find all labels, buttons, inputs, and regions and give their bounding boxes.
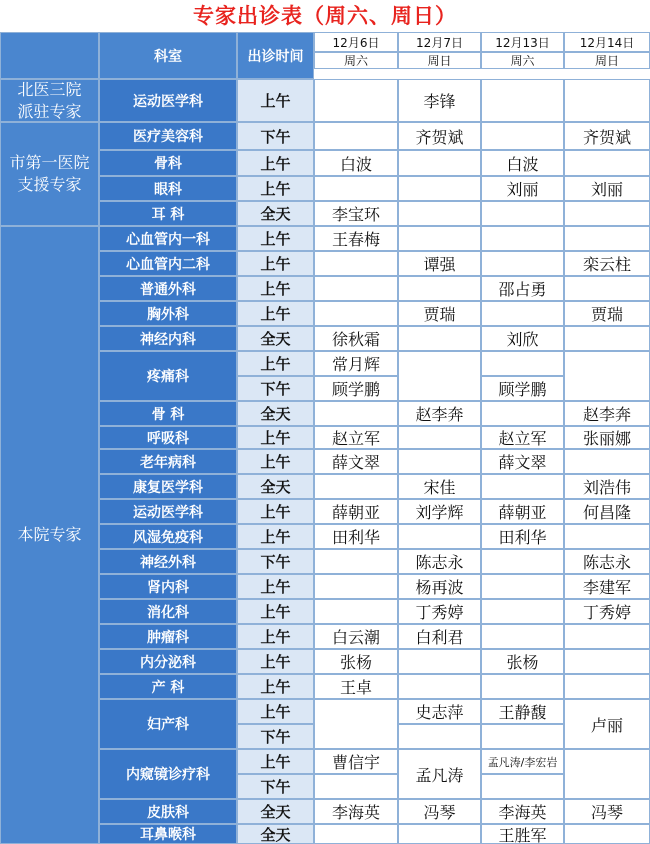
empty-cell (564, 326, 650, 351)
header-weekday: 周日 (398, 52, 481, 69)
empty-cell (481, 599, 564, 624)
department-cell: 骨 科 (99, 401, 237, 426)
doctor-name: 王胜军 (481, 824, 564, 844)
time-slot: 上午 (237, 749, 314, 774)
empty-cell (564, 276, 650, 301)
empty-cell (564, 226, 650, 251)
empty-cell (398, 226, 481, 251)
doctor-name: 顾学鹏 (481, 376, 564, 401)
doctor-name: 陈志永 (564, 549, 650, 574)
empty-cell (398, 426, 481, 449)
empty-cell (564, 449, 650, 474)
group-label-line: 支援专家 (17, 175, 82, 194)
doctor-name: 冯琴 (564, 799, 650, 824)
empty-cell (481, 351, 564, 376)
time-slot: 上午 (237, 251, 314, 276)
group-label-line: 派驻专家 (17, 101, 82, 121)
empty-cell (481, 624, 564, 649)
empty-cell (398, 449, 481, 474)
empty-cell (481, 401, 564, 426)
group-label (0, 226, 99, 844)
empty-cell (398, 724, 481, 749)
doctor-name: 刘学辉 (398, 499, 481, 524)
group-label (0, 122, 99, 226)
department-cell: 内分泌科 (99, 649, 237, 674)
doctor-name: 贾瑞 (564, 301, 650, 326)
department-cell: 心血管内一科 (99, 226, 237, 251)
time-slot: 上午 (237, 674, 314, 699)
empty-cell (314, 574, 398, 599)
department-cell: 胸外科 (99, 301, 237, 326)
empty-cell (481, 549, 564, 574)
empty-cell (314, 549, 398, 574)
time-slot: 上午 (237, 150, 314, 176)
doctor-name: 陈志永 (398, 549, 481, 574)
time-slot: 下午 (237, 774, 314, 799)
doctor-name: 李锋 (398, 79, 481, 122)
doctor-name: 白利君 (398, 624, 481, 649)
doctor-name: 史志萍 (398, 699, 481, 724)
doctor-name: 李宝环 (314, 201, 398, 226)
empty-cell (481, 251, 564, 276)
doctor-name: 薛朝亚 (481, 499, 564, 524)
empty-cell (481, 724, 564, 749)
group-label-line: 市第一医院 (9, 153, 90, 172)
doctor-name: 田利华 (481, 524, 564, 549)
doctor-name: 白波 (314, 150, 398, 176)
department-cell: 运动医学科 (99, 79, 237, 122)
doctor-name: 白云潮 (314, 624, 398, 649)
department-cell: 肾内科 (99, 574, 237, 599)
doctor-name: 田利华 (314, 524, 398, 549)
empty-cell (564, 201, 650, 226)
time-slot: 全天 (237, 474, 314, 499)
empty-cell (314, 401, 398, 426)
doctor-name: 赵立军 (314, 426, 398, 449)
doctor-name: 白波 (481, 150, 564, 176)
time-slot: 上午 (237, 276, 314, 301)
empty-cell (564, 524, 650, 549)
time-slot: 上午 (237, 351, 314, 376)
doctor-name: 邵占勇 (481, 276, 564, 301)
empty-cell (564, 824, 650, 844)
empty-cell (398, 351, 481, 401)
group-label-line: 北医三院 (17, 79, 82, 99)
empty-cell (481, 201, 564, 226)
time-slot: 全天 (237, 824, 314, 844)
header-date: 12月6日 (314, 32, 398, 52)
doctor-name: 常月辉 (314, 351, 398, 376)
empty-cell (564, 649, 650, 674)
time-slot: 上午 (237, 449, 314, 474)
doctor-name: 丁秀婷 (564, 599, 650, 624)
doctor-name: 丁秀婷 (398, 599, 481, 624)
doctor-name: 齐贺斌 (564, 122, 650, 150)
time-slot: 上午 (237, 499, 314, 524)
empty-cell (314, 474, 398, 499)
department-cell: 消化科 (99, 599, 237, 624)
department-cell: 神经外科 (99, 549, 237, 574)
doctor-name: 李海英 (314, 799, 398, 824)
time-slot: 上午 (237, 79, 314, 122)
empty-cell (564, 79, 650, 122)
time-slot: 下午 (237, 724, 314, 749)
empty-cell (481, 474, 564, 499)
doctor-name: 曹信宇 (314, 749, 398, 774)
doctor-name: 顾学鹏 (314, 376, 398, 401)
empty-cell (398, 150, 481, 176)
time-slot: 上午 (237, 226, 314, 251)
doctor-name: 王春梅 (314, 226, 398, 251)
doctor-name: 薛朝亚 (314, 499, 398, 524)
schedule-table (0, 32, 650, 844)
empty-cell (481, 79, 564, 122)
empty-cell (314, 276, 398, 301)
time-slot: 上午 (237, 426, 314, 449)
doctor-name: 赵李奔 (564, 401, 650, 426)
empty-cell (564, 351, 650, 401)
empty-cell (481, 301, 564, 326)
empty-cell (481, 226, 564, 251)
header-date: 12月14日 (564, 32, 650, 52)
empty-cell (398, 201, 481, 226)
header-weekday: 周六 (314, 52, 398, 69)
empty-cell (398, 524, 481, 549)
empty-cell (481, 774, 564, 799)
empty-cell (314, 699, 398, 749)
empty-cell (314, 176, 398, 201)
empty-cell (314, 824, 398, 844)
department-cell: 风湿免疫科 (99, 524, 237, 549)
doctor-name: 杨再波 (398, 574, 481, 599)
header-time: 出诊时间 (237, 32, 314, 79)
department-cell: 呼吸科 (99, 426, 237, 449)
doctor-name: 孟凡涛 (398, 749, 481, 799)
empty-cell (398, 276, 481, 301)
empty-cell (481, 674, 564, 699)
group-label-line: 本院专家 (17, 525, 82, 544)
doctor-name: 徐秋霜 (314, 326, 398, 351)
empty-cell (564, 749, 650, 799)
department-cell: 皮肤科 (99, 799, 237, 824)
department-cell: 骨科 (99, 150, 237, 176)
department-cell: 肿瘤科 (99, 624, 237, 649)
department-cell: 耳 科 (99, 201, 237, 226)
time-slot: 下午 (237, 376, 314, 401)
header-weekday: 周日 (564, 52, 650, 69)
empty-cell (398, 326, 481, 351)
time-slot: 上午 (237, 599, 314, 624)
doctor-name: 薛文翠 (314, 449, 398, 474)
department-cell: 运动医学科 (99, 499, 237, 524)
empty-cell (564, 674, 650, 699)
department-cell: 产 科 (99, 674, 237, 699)
department-cell: 内窥镜诊疗科 (99, 749, 237, 799)
department-cell: 妇产科 (99, 699, 237, 749)
time-slot: 上午 (237, 301, 314, 326)
department-cell: 普通外科 (99, 276, 237, 301)
time-slot: 全天 (237, 326, 314, 351)
doctor-name: 赵立军 (481, 426, 564, 449)
doctor-name: 何昌隆 (564, 499, 650, 524)
doctor-name: 栾云柱 (564, 251, 650, 276)
doctor-name: 刘丽 (481, 176, 564, 201)
time-slot: 全天 (237, 401, 314, 426)
empty-cell (314, 301, 398, 326)
empty-cell (314, 774, 398, 799)
header-dept: 科室 (99, 32, 237, 79)
department-cell: 疼痛科 (99, 351, 237, 401)
department-cell: 神经内科 (99, 326, 237, 351)
doctor-name: 王卓 (314, 674, 398, 699)
doctor-name: 刘丽 (564, 176, 650, 201)
time-slot: 上午 (237, 649, 314, 674)
doctor-name: 孟凡涛/李宏岩 (481, 749, 564, 774)
doctor-name: 张杨 (314, 649, 398, 674)
empty-cell (481, 122, 564, 150)
doctor-name: 李建军 (564, 574, 650, 599)
doctor-name: 卢丽 (564, 699, 650, 749)
doctor-name: 薛文翠 (481, 449, 564, 474)
empty-cell (564, 150, 650, 176)
doctor-name: 张杨 (481, 649, 564, 674)
doctor-name: 刘欣 (481, 326, 564, 351)
time-slot: 下午 (237, 549, 314, 574)
time-slot: 上午 (237, 699, 314, 724)
empty-cell (398, 649, 481, 674)
doctor-name: 宋佳 (398, 474, 481, 499)
group-label (0, 79, 99, 122)
header-date: 12月13日 (481, 32, 564, 52)
department-cell: 耳鼻喉科 (99, 824, 237, 844)
time-slot: 下午 (237, 122, 314, 150)
time-slot: 全天 (237, 201, 314, 226)
doctor-name: 齐贺斌 (398, 122, 481, 150)
time-slot: 上午 (237, 176, 314, 201)
department-cell: 康复医学科 (99, 474, 237, 499)
time-slot: 上午 (237, 574, 314, 599)
empty-cell (398, 674, 481, 699)
doctor-name: 冯琴 (398, 799, 481, 824)
header-weekday: 周六 (481, 52, 564, 69)
time-slot: 上午 (237, 624, 314, 649)
empty-cell (314, 122, 398, 150)
empty-cell (314, 251, 398, 276)
time-slot: 上午 (237, 524, 314, 549)
doctor-name: 李海英 (481, 799, 564, 824)
doctor-name: 赵李奔 (398, 401, 481, 426)
department-cell: 心血管内二科 (99, 251, 237, 276)
empty-cell (314, 79, 398, 122)
doctor-name: 贾瑞 (398, 301, 481, 326)
empty-cell (481, 574, 564, 599)
header-date: 12月7日 (398, 32, 481, 52)
department-cell: 医疗美容科 (99, 122, 237, 150)
doctor-name: 谭强 (398, 251, 481, 276)
page-title: 专家出诊表（周六、周日） (193, 4, 457, 28)
empty-cell (564, 624, 650, 649)
department-cell: 老年病科 (99, 449, 237, 474)
header-corner (0, 32, 99, 79)
empty-cell (398, 176, 481, 201)
empty-cell (314, 599, 398, 624)
doctor-name: 张丽娜 (564, 426, 650, 449)
doctor-name: 刘浩伟 (564, 474, 650, 499)
empty-cell (398, 824, 481, 844)
department-cell: 眼科 (99, 176, 237, 201)
doctor-name: 王静馥 (481, 699, 564, 724)
time-slot: 全天 (237, 799, 314, 824)
